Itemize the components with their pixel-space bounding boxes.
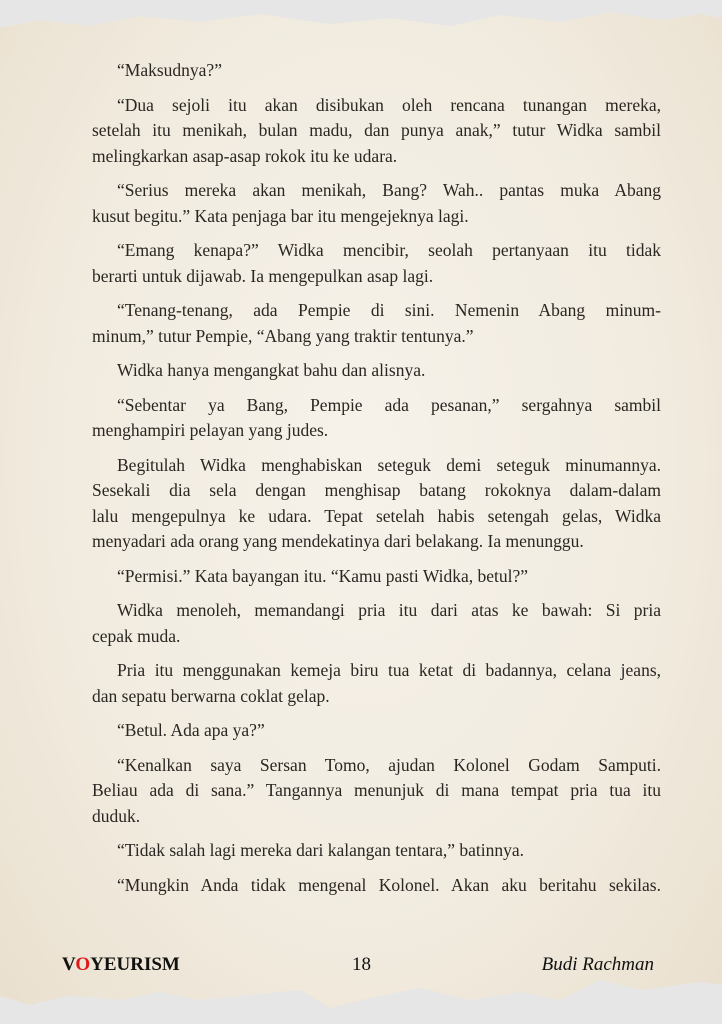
text-line: berarti untuk dijawab. Ia mengepulkan asap lagi. <box>92 265 434 286</box>
text-line: setelah itu menikah, bulan madu, dan punya anak,” tutur Widka sambil <box>92 120 661 140</box>
text-line: Begitulah Widka menghabiskan seteguk demi seteguk minumannya. <box>117 454 661 475</box>
text-line: menyadari ada orang yang mendekatinya dari belakang. Ia menunggu. <box>92 531 584 551</box>
text-line: dan sepatu berwarna coklat gelap. <box>92 685 330 706</box>
text-line: “Mungkin Anda tidak mengenal Kolonel. Akan aku beritahu sekilas. <box>117 874 661 895</box>
paragraph <box>92 838 661 864</box>
page-footer <box>62 954 654 980</box>
paragraph <box>92 718 661 744</box>
paragraph <box>92 178 661 229</box>
paragraph <box>92 753 661 830</box>
body-text <box>92 58 661 907</box>
paragraph <box>92 58 661 84</box>
paragraph <box>92 93 661 170</box>
paragraph <box>92 358 661 384</box>
text-line: “Tidak salah lagi mereka dari kalangan tentara,” batinnya. <box>117 840 525 860</box>
text-line: Sesekali dia sela dengan menghisap batang rokoknya dalam-dalam <box>92 480 661 500</box>
text-line: Widka menoleh, memandangi pria itu dari atas ke bawah: Si pria <box>117 600 661 620</box>
paragraph <box>92 393 661 444</box>
text-line: “Dua sejoli itu akan disibukan oleh rencana tunangan mereka, <box>117 94 661 115</box>
text-line: Beliau ada di sana.” Tangannya menunjuk di mana tempat pria tua itu <box>92 780 661 800</box>
author-name: Budi Rachman <box>541 954 654 975</box>
paragraph <box>92 658 661 709</box>
text-line: Widka hanya mengangkat bahu dan alisnya. <box>117 360 426 380</box>
text-line: “Permisi.” Kata bayangan itu. “Kamu pasti Widka, betul?” <box>117 565 529 586</box>
text-line: “Emang kenapa?” Widka mencibir, seolah pertanyaan itu tidak <box>117 240 661 260</box>
text-line: melingkarkan asap-asap rokok itu ke udara. <box>92 145 398 166</box>
text-line: duduk. <box>92 805 141 826</box>
paragraph <box>92 238 661 289</box>
text-line: menghampiri pelayan yang judes. <box>92 420 329 440</box>
text-line: Pria itu menggunakan kemeja biru tua ketat di badannya, celana jeans, <box>117 660 661 680</box>
paragraph <box>92 564 661 590</box>
book-title-part: YEURISM <box>90 954 180 975</box>
text-line: kusut begitu.” Kata penjaga bar itu mengejeknya lagi. <box>92 205 469 226</box>
text-line: “Tenang-tenang, ada Pempie di sini. Nemenin Abang minum- <box>117 300 661 320</box>
paragraph <box>92 598 661 649</box>
text-line: cepak muda. <box>92 625 181 646</box>
paragraph <box>92 873 661 899</box>
book-title <box>62 954 180 976</box>
book-title-accent: O <box>75 954 91 975</box>
paragraph <box>92 453 661 555</box>
text-line: “Serius mereka akan menikah, Bang? Wah.. pantas muka Abang <box>117 180 661 200</box>
paragraph <box>92 298 661 349</box>
text-line: “Sebentar ya Bang, Pempie ada pesanan,” sergahnya sambil <box>117 394 661 415</box>
text-line: lalu mengepulnya ke udara. Tepat setelah habis setengah gelas, Widka <box>92 505 661 526</box>
page-number: 18 <box>352 954 371 975</box>
text-line: “Betul. Ada apa ya?” <box>117 720 265 740</box>
book-title-part: V <box>62 954 76 975</box>
text-line: “Kenalkan saya Sersan Tomo, ajudan Kolonel Godam Samputi. <box>117 754 661 775</box>
text-line: “Maksudnya?” <box>117 60 222 80</box>
text-line: minum,” tutur Pempie, “Abang yang traktir tentunya.” <box>92 325 474 346</box>
